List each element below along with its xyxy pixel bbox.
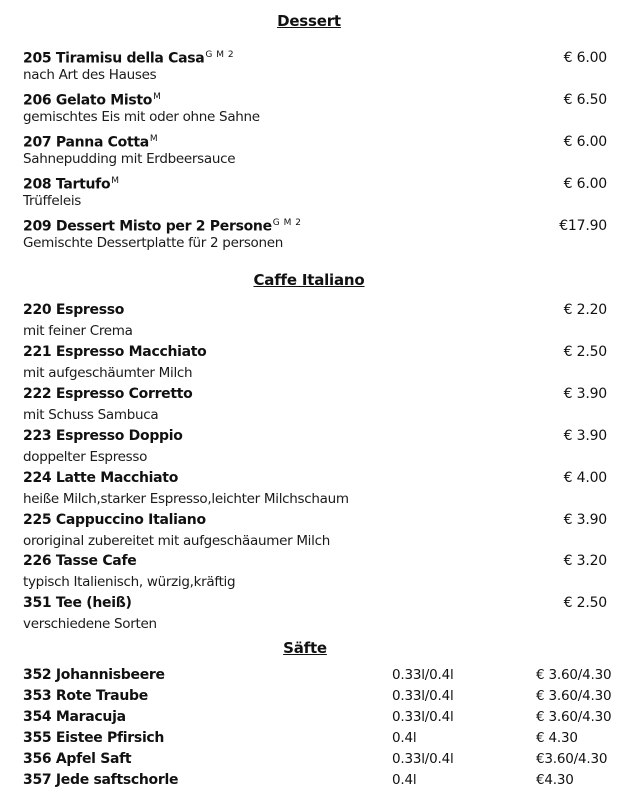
menu-item-description: Gemischte Dessertplatte für 2 personen bbox=[23, 235, 284, 251]
menu-item-name: 351 Tee (heiß) bbox=[23, 595, 132, 611]
juice-item-volume: 0.4l bbox=[392, 730, 417, 746]
allergen-codes: M bbox=[111, 176, 120, 186]
juice-item-volume: 0.33l/0.4l bbox=[392, 709, 454, 725]
juice-item-price: € 4.30 bbox=[536, 730, 578, 746]
menu-item-description: Sahnepudding mit Erdbeersauce bbox=[23, 151, 236, 167]
juice-item-name: 352 Johannisbeere bbox=[23, 667, 165, 683]
menu-item-name: 222 Espresso Corretto bbox=[23, 386, 193, 402]
menu-item-price: € 3.20 bbox=[563, 553, 607, 569]
juice-item-price: € 3.60/4.30 bbox=[536, 688, 612, 704]
menu-item-price: € 2.50 bbox=[563, 595, 607, 611]
menu-item-description: mit Schuss Sambuca bbox=[23, 407, 159, 423]
menu-item-price: € 2.50 bbox=[563, 344, 607, 360]
menu-item-price: € 6.00 bbox=[563, 134, 607, 150]
section-title-saefte: Säfte bbox=[283, 639, 327, 657]
menu-item-name: 221 Espresso Macchiato bbox=[23, 344, 207, 360]
menu-item-name: 206 Gelato Misto$^M$ bbox=[23, 92, 162, 109]
menu-item-name: 225 Cappuccino Italiano bbox=[23, 512, 206, 528]
allergen-codes: M bbox=[149, 134, 159, 144]
allergen-codes: G M 2 bbox=[272, 218, 302, 228]
juice-item-volume: 0.33l/0.4l bbox=[392, 751, 454, 767]
menu-item-description: Trüffeleis bbox=[23, 193, 82, 209]
menu-item-name: 209 Dessert Misto per 2 Persone$^{G M 2}$ bbox=[23, 218, 302, 235]
juice-item-name: 355 Eistee Pfirsich bbox=[23, 730, 165, 746]
menu-item-description: typisch Italienisch, würzig,kräftig bbox=[23, 574, 236, 590]
menu-item-price: € 6.00 bbox=[563, 50, 607, 66]
menu-item-price: € 3.90 bbox=[563, 386, 607, 402]
menu-item-name: 223 Espresso Doppio bbox=[23, 428, 183, 444]
menu-item-name: 205 Tiramisu della Casa$^{G M 2}$ bbox=[23, 50, 235, 67]
menu-item-description: verschiedene Sorten bbox=[23, 616, 157, 632]
menu-item-price: € 2.20 bbox=[563, 302, 607, 318]
juice-item-name: 357 Jede saftschorle bbox=[23, 772, 179, 788]
section-title-dessert: Dessert bbox=[277, 12, 341, 30]
menu-item-description: nach Art des Hauses bbox=[23, 67, 157, 83]
juice-item-volume: 0.33l/0.4l bbox=[392, 688, 454, 704]
menu-item-description: gemischtes Eis mit oder ohne Sahne bbox=[23, 109, 260, 125]
juice-item-price: € 3.60/4.30 bbox=[536, 709, 612, 725]
menu-item-description: ororiginal zubereitet mit aufgeschäaumer Milch bbox=[23, 533, 330, 549]
menu-item-price: €17.90 bbox=[559, 218, 607, 234]
menu-item-name: 208 Tartufo$^M$ bbox=[23, 176, 120, 193]
juice-item-price: € 3.60/4.30 bbox=[536, 667, 612, 683]
juice-item-price: €4.30 bbox=[536, 772, 574, 788]
juice-item-volume: 0.33l/0.4l bbox=[392, 667, 454, 683]
juice-item-volume: 0.4l bbox=[392, 772, 417, 788]
menu-item-name: 224 Latte Macchiato bbox=[23, 470, 179, 486]
menu-item-description: doppelter Espresso bbox=[23, 449, 148, 465]
allergen-codes: G M 2 bbox=[205, 50, 235, 60]
menu-item-description: mit feiner Crema bbox=[23, 323, 133, 339]
menu-item-price: € 6.00 bbox=[563, 176, 607, 192]
juice-item-name: 356 Apfel Saft bbox=[23, 751, 132, 767]
menu-item-name: 220 Espresso bbox=[23, 302, 125, 318]
menu-item-price: € 4.00 bbox=[563, 470, 607, 486]
juice-item-price: €3.60/4.30 bbox=[536, 751, 608, 767]
juice-item-name: 354 Maracuja bbox=[23, 709, 126, 725]
menu-item-price: € 3.90 bbox=[563, 428, 607, 444]
menu-item-description: heiße Milch,starker Espresso,leichter Milchschaum bbox=[23, 491, 349, 507]
menu-item-name: 226 Tasse Cafe bbox=[23, 553, 137, 569]
menu-item-price: € 3.90 bbox=[563, 512, 607, 528]
menu-item-price: € 6.50 bbox=[563, 92, 607, 108]
allergen-codes: M bbox=[153, 92, 162, 102]
menu-item-name: 207 Panna Cotta$^M$ bbox=[23, 134, 159, 151]
juice-item-name: 353 Rote Traube bbox=[23, 688, 148, 704]
section-title-caffe: Caffe Italiano bbox=[253, 271, 365, 289]
menu-item-description: mit aufgeschäumter Milch bbox=[23, 365, 193, 381]
